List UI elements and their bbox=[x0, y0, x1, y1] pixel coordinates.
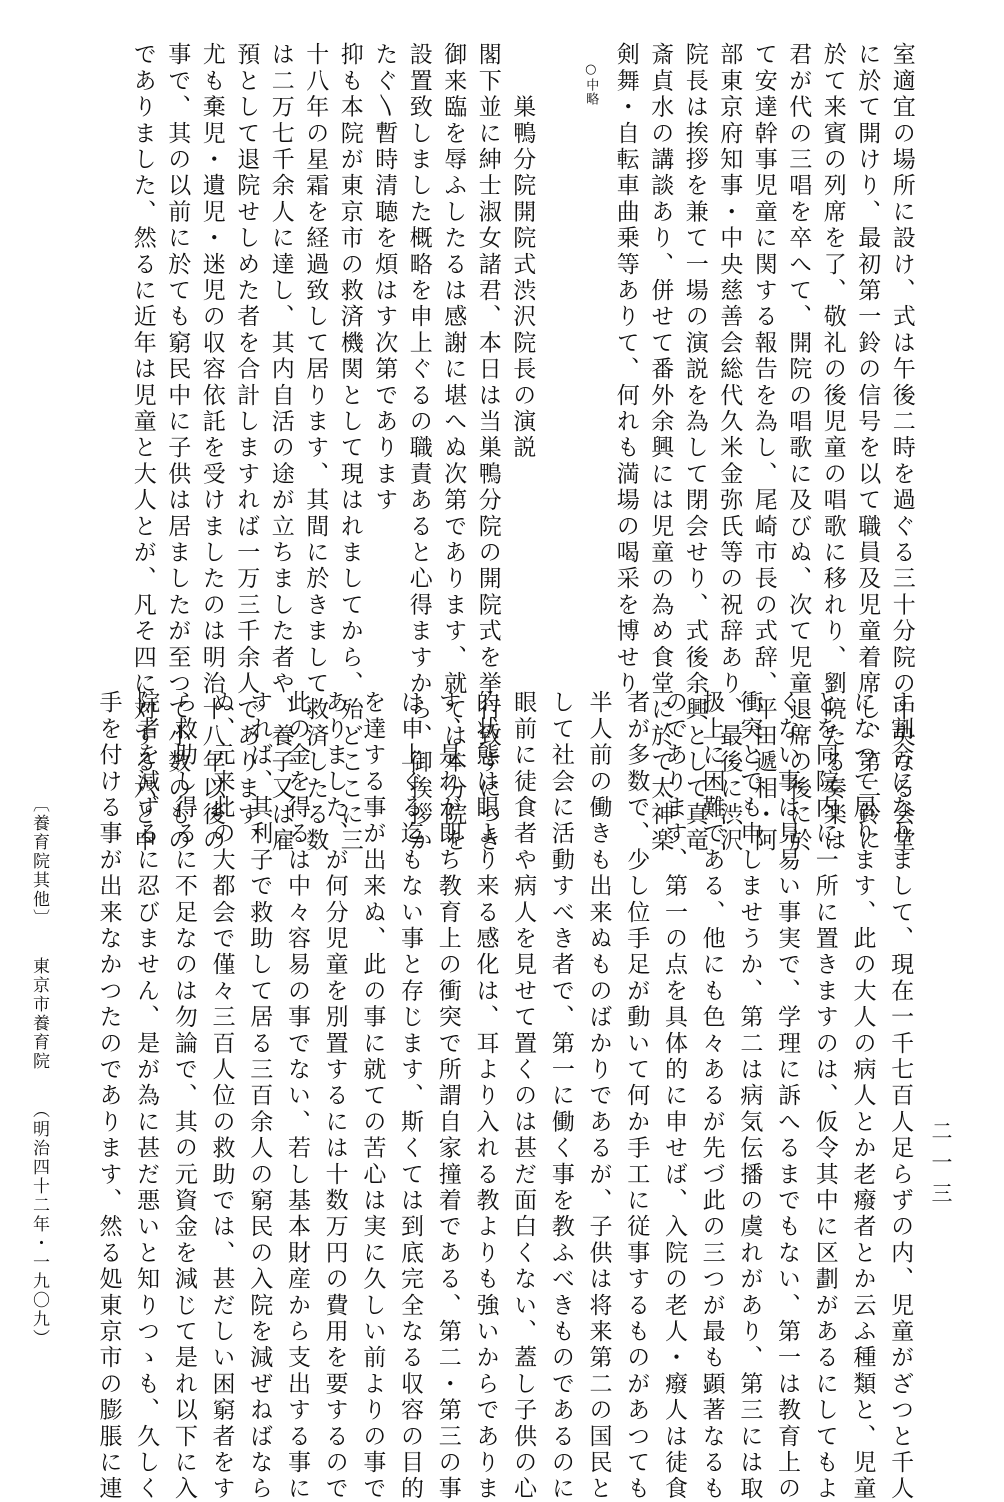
text-column: 於て来賓の列席を了、敬礼の後児童の唱歌に移れり、劉喨たる奏楽は bbox=[819, 42, 846, 855]
lower-text-block bbox=[90, 690, 920, 1502]
text-column: 眼前に徒食者や病人を見せて置くのは甚だ面白くない、蓋し子供の心 bbox=[510, 690, 537, 1502]
text-column: は申上ぐる迄もない事と存じます、斯くては到底完全なる収容の目的 bbox=[397, 690, 424, 1502]
text-column: ら救助し得るに不足なのは勿論で、其の元資金を減じて是れ以下に入 bbox=[170, 690, 197, 1502]
text-column: 御来臨を辱ふしたるは感謝に堪へぬ次第であります、就ては本分院を bbox=[440, 42, 467, 855]
text-column: 衝突とでも申しませうか、第二は病気伝播の虞れがあり、第三には取 bbox=[736, 690, 763, 1502]
text-column: になつて居ります、此の大人の病人とか老癈者とか云ふ種類と、児童 bbox=[849, 690, 876, 1502]
text-column: 閣下並に紳士淑女諸君、本日は当巣鴨分院の開院式を挙行致すにつき bbox=[474, 42, 501, 855]
text-column: すれば、其利子で救助して居る三百余人の窮民の入院を減ぜねばなら bbox=[246, 690, 273, 1502]
text-column: 院者を減ずるに忍びません、是が為に甚だ悪いと知りつゝも、久しく bbox=[133, 690, 160, 1502]
text-column: 抑も本院が東京市の救済機関として現はれましてから、殆どここに三 bbox=[336, 42, 363, 855]
text-column: 部東京府知事・中央慈善会総代久米金弥氏等の祝辞あり、最後に渋沢 bbox=[716, 42, 743, 855]
text-column: ありました、が何分児童を別置するには十数万円の費用を要するので bbox=[321, 690, 348, 1502]
running-footer bbox=[29, 795, 49, 1348]
text-column: たぐ〵暫時清聴を煩はす次第であります bbox=[371, 42, 398, 514]
text-column: を達する事が出来ぬ、此の事に就ての苦心は実に久しい前よりの事で bbox=[359, 690, 386, 1502]
text-column: す割合になりまして、現在一千七百人足らずの内、児童がざつと千人 bbox=[887, 690, 914, 1502]
text-column: 事で、其の以前に於ても窮民中に子供は居ましたが至つて小数のもの bbox=[164, 42, 191, 855]
text-column: 君が代の三唱を卒へて、開院の唱歌に及びぬ、次て児童退席の後に於 bbox=[785, 42, 812, 855]
footer-institution: 東京市養育院 bbox=[29, 957, 49, 1072]
text-column: 尤も棄児・遺児・迷児の収容依託を受けましたのは明治十八年以後の bbox=[198, 42, 225, 855]
text-column: 院長は挨拶を兼て一場の演説を為して閉会せり、式後余興として真竜 bbox=[681, 42, 708, 855]
text-column: ぬ、元来此の大都会で僅々三百人位の救助では、甚だしい困窮者をす bbox=[208, 690, 235, 1502]
text-column: 斎貞水の講談あり、併せて番外余興には児童の為め食堂に於て太神楽 bbox=[647, 42, 674, 855]
footer-section-label: 〔養育院其他〕 bbox=[29, 795, 49, 928]
text-column: 此の金を得るは中々容易の事でない、若し基本財産から支出する事に bbox=[283, 690, 310, 1502]
upper-text-block bbox=[90, 42, 920, 855]
text-column: 者が多数で、少し位手足が動いて何か手工に従事するものがあつても bbox=[623, 690, 650, 1502]
text-column: 十八年の星霜を経過致して居ります、其間に於きまして救済したる数 bbox=[302, 42, 329, 855]
text-column: 扱上に困難である、他にも色々あるが先づ此の三つが最も顕著なるも bbox=[698, 690, 725, 1502]
text-column: 室適宜の場所に設け、式は午後二時を過ぐる三十分院の中央なる会堂 bbox=[888, 42, 915, 855]
page-number: 二一三 bbox=[929, 1120, 953, 1213]
omission-note: ○中略 bbox=[583, 62, 599, 106]
text-column: 的状態は眼より来る感化は、耳より入れる教よりも強いからでありま bbox=[472, 690, 499, 1502]
section-heading: 巣鴨分院開院式渋沢院長の演説 bbox=[509, 42, 536, 462]
text-column: でありました、然るに近年は児童と大人とが、凡そ四に対する六と申 bbox=[129, 42, 156, 855]
footer-date: （明治四十二年・一九〇九） bbox=[29, 1100, 49, 1348]
text-column: くない事は見易い事実で、学理に訴へるまでもない、第一は教育上の bbox=[774, 690, 801, 1502]
text-column: とを同院内に一所に置きますのは、仮令其中に区劃があるにしてもよ bbox=[811, 690, 838, 1502]
text-column: 剣舞・自転車曲乗等ありて、何れも満場の喝采を博せり bbox=[612, 42, 639, 697]
text-column: 預として退院せしめた者を合計しますれば一万三千余人であります、 bbox=[233, 42, 260, 855]
text-column: 設置致しました概略を申上ぐるの職責あると心得ますから、御挨拶か bbox=[405, 42, 432, 855]
text-column: は二万七千余人に達し、其内自活の途が立ちました者や、養子又は雇 bbox=[267, 42, 294, 855]
text-column: す、是れが即ち教育上の衝突で所謂自家撞着である、第二・第三の事 bbox=[434, 690, 461, 1502]
text-column: のであります、第一の点を具体的に申せば、入院の老人・癈人は徒食 bbox=[660, 690, 687, 1502]
text-column: 手を付ける事が出来なかつたのであります、然る処東京市の膨脹に連 bbox=[95, 690, 122, 1502]
text-column: 半人前の働きも出来ぬものばかりであるが、子供は将来第二の国民と bbox=[585, 690, 612, 1502]
text-column: て安達幹事児童に関する報告を為し、尾崎市長の式辞、平田遞相・阿 bbox=[750, 42, 777, 855]
text-column: して社会に活動すべき者で、第一に働く事を教ふべきものであるのに bbox=[547, 690, 574, 1502]
text-column: に於て開けり、最初第一鈴の信号を以て職員及児童着席し、第二鈴に bbox=[854, 42, 881, 855]
